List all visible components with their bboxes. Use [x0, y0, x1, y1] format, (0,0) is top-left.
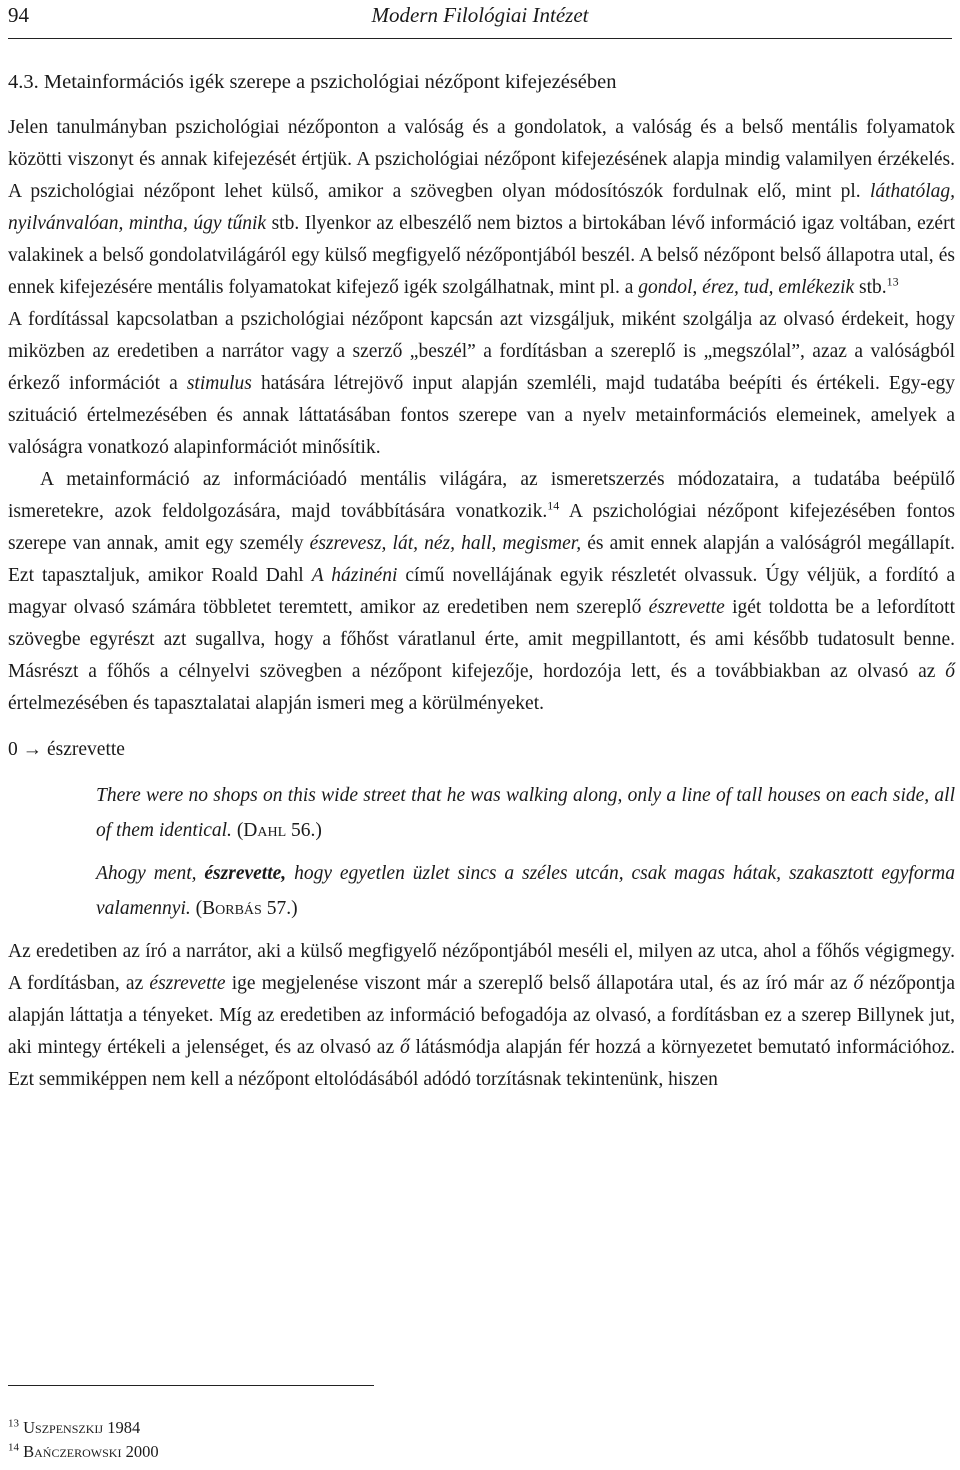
text-span: hatására létrejövő input alapján szemléli, majd tudatába beépíti és értékeli. Egy-egy szituáció értelmezésében és annak láttatásában fontos szerepe van a nyelv metainformációs elemeinek, amelyek a valóságra vonatkozó alapinformációt minősítik. [8, 373, 955, 458]
footnote-number: 14 [8, 1441, 19, 1454]
text-span: stb. [854, 277, 887, 298]
italic-span: hogy egyetlen üzlet sincs a széles utcán, csak magas hátak, szakasztott egyforma valamennyi. [96, 863, 955, 919]
section-heading: 4.3. Metainformációs igék szerepe a pszichológiai nézőpont kifejezésében [8, 71, 617, 93]
footnote-year: 2000 [121, 1442, 159, 1461]
text-span: ige megjelenése viszont már a szereplő belső állapotára utal, és az író már az [225, 973, 854, 994]
example-english [96, 778, 955, 848]
main-text [8, 66, 955, 1096]
running-title: Modern Filológiai Intézet [371, 3, 589, 27]
italic-span: stimulus [186, 373, 252, 394]
italic-span: észrevette [149, 973, 226, 994]
footnote-author-initial: U [23, 1418, 36, 1437]
footnote-divider [8, 1385, 374, 1386]
text-span: látásmódja alapján fér hozzá a környezetet bemutató információhoz. Ezt semmiképpen nem kell a nézőpont eltolódásából adódó torzításnak tekintenünk, hiszen [8, 1037, 955, 1090]
footnote-author-rest: ańczerowski [34, 1442, 122, 1461]
paragraph-3 [8, 464, 955, 720]
small-caps-span: orbás [215, 898, 262, 919]
italic-span: Ahogy ment, [96, 863, 205, 884]
footnote-ref-13[interactable]: 13 [886, 274, 899, 289]
text-span: A pszichológiai nézőpont kifejezésében fontos szerepe van annak, amit egy személy [8, 501, 955, 554]
paragraph-1 [8, 112, 955, 304]
italic-span: There were no shops on this wide street that he was walking along, only a line of tall houses on each side, all of them identical. [96, 785, 955, 841]
text-span: című novellájának egyik részletét olvassuk. Úgy véljük, a fordító a magyar olvasó számára többletet teremtett, amikor az eredetiben nem szereplő [8, 565, 955, 618]
text-span: A fordítással kapcsolatban a pszichológiai nézőpont kapcsán azt vizsgáljuk, miként szolgálja az olvasó érdekeit, hogy miközben az eredetiben a narrátor vagy a szerző „beszél” a fordításban a szereplő is „megszólal”, azaz a valóságból érkező információt a [8, 309, 955, 394]
italic-span: észrevesz, lát, néz, hall, megismer, [309, 533, 582, 554]
example-label: 0 → észrevette [8, 739, 125, 760]
page-header [8, 0, 952, 39]
footnotes [8, 1416, 159, 1464]
paragraph-4 [8, 936, 955, 1096]
footnote-author-rest: szpenszkij [35, 1418, 104, 1437]
paragraph-2 [8, 304, 955, 464]
italic-span: gondol, érez, tud, emlékezik [638, 277, 855, 298]
footnote-author-initial: B [23, 1442, 35, 1461]
footnote-14 [8, 1440, 159, 1464]
italic-span: észrevette [648, 597, 725, 618]
text-span: A metainformáció az információadó mentális világára, az ismeretszerzés módozataira, a tudatába beépülő ismeretekre, azok feldolgozására, majd továbbítására vonatkozik. [8, 469, 955, 522]
text-span: Jelen tanulmányban pszichológiai nézőponton a valóság és a gondolatok, a valóság és a belső mentális folyamatok közötti viszonyt és annak kifejezését értjük. A pszichológiai nézőpont kifejezésének alapja mindig valamilyen érzékelés. A pszichológiai nézőpont lehet külső, amikor a szövegben olyan módosítószók fordulnak elő, mint pl. [8, 117, 955, 202]
text-span: nézőpontja alapján láttatja a tényeket. Míg az eredetiben az információ befogadója az olvasó, a fordításban ez a szerep Billynek jut, aki mintegy értékeli a jelenséget, és az olvasó az [8, 973, 955, 1058]
text-span: (D [231, 820, 258, 841]
example-block [8, 778, 955, 926]
text-span: értelmezésében és tapasztalatai alapján ismeri meg a körülményeket. [8, 693, 545, 714]
text-span: 57.) [261, 898, 298, 919]
footnote-13 [8, 1416, 159, 1440]
page-number: 94 [8, 3, 29, 27]
footnote-number: 13 [8, 1417, 19, 1430]
example-hungarian [96, 856, 955, 926]
text-span: 56.) [286, 820, 322, 841]
italic-span: ő [399, 1037, 410, 1058]
italic-span: láthatólag, nyilvánvalóan, mintha, úgy tűnik [8, 181, 955, 234]
italic-span: ő [945, 661, 955, 682]
small-caps-span: ahl [257, 820, 287, 841]
text-span: Az eredetiben az író a narrátor, aki a külső megfigyelő nézőpontjából meséli el, milyen az utca, ahol a főhős végigmegy. A fordításban, az [8, 941, 955, 994]
italic-span: ő [853, 973, 864, 994]
text-span: (B [190, 898, 216, 919]
italic-span: A házinéni [311, 565, 398, 586]
text-span: igét toldotta be a lefordított szövegbe egyrészt azt sugallva, hogy a főhőst váratlanul érte, amit megpillantott, és ami később tudatosult benne. Másrészt a főhős a célnyelvi szövegben a nézőpont kifejezője, hordozója lett, és a továbbiakban az olvasó az [8, 597, 956, 682]
text-span: és amit ennek alapján a valóságról megállapít. Ezt tapasztaljuk, amikor Roald Dahl [8, 533, 955, 586]
footnote-ref-14[interactable]: 14 [547, 498, 560, 513]
bold-italic-span: észrevette, [204, 863, 287, 884]
footnote-year: 1984 [103, 1418, 141, 1437]
text-span: stb. Ilyenkor az elbeszélő nem biztos a birtokában lévő információ igaz voltában, ezért valakinek a belső gondolatvilágáról egy külső megfigyelő nézőpontjából beszél. A belső nézőpont belső állapotra utal, és ennek kifejezésére mentális folyamatokat kifejező igék szolgálhatnak, mint pl. a [8, 213, 955, 298]
